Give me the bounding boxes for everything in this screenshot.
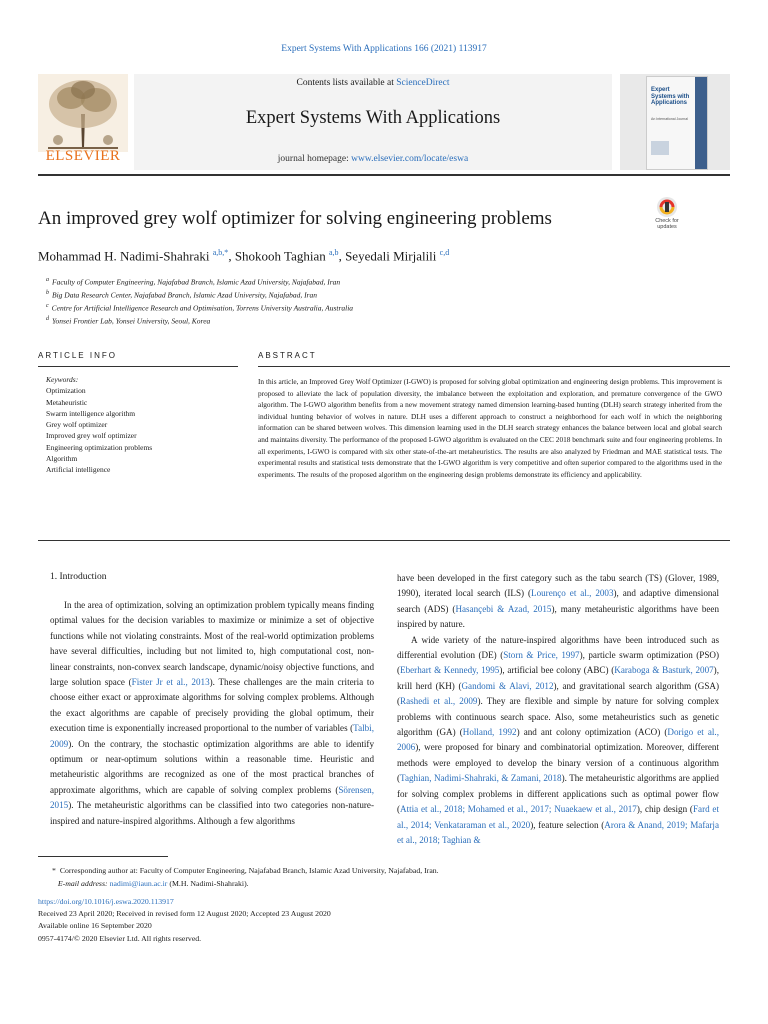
citation-link[interactable]: Hasançebi & Azad, 2015: [455, 603, 552, 614]
body-text: ). The metaheuristic algorithms are applied for solving complex problems in different applications such as optimal power flow (: [397, 773, 719, 815]
journal-reference-link[interactable]: Expert Systems With Applications 166 (2021) 113917: [281, 44, 487, 54]
keywords-list: [46, 374, 236, 476]
body-paragraph: [397, 633, 719, 849]
email-note: [52, 877, 732, 890]
affiliation-letter: a: [46, 277, 49, 283]
author-name[interactable]: Shokooh Taghian: [234, 248, 326, 264]
doi-link[interactable]: https://doi.org/10.1016/j.eswa.2020.113917: [38, 897, 174, 906]
check-updates-label: Check for updates: [655, 218, 679, 230]
author-affiliation-marker[interactable]: a,b: [329, 248, 339, 257]
body-column-left: [50, 598, 374, 829]
keyword-item: Algorithm: [46, 454, 78, 464]
body-text: ), particle swarm optimization (PSO) (: [397, 650, 719, 676]
body-text: ). They are flexible and simple by nature for solving complex problems with continuous search space. Also, some metaheuristics such as genetic algorithm (GA) (: [397, 696, 719, 738]
citation-link[interactable]: Attia et al., 2018; Mohamed et al., 2017; Nuaekaew et al., 2017: [400, 804, 637, 815]
body-text: ), were proposed for binary and combinatorial optimization. Moreover, different methods were employed to develop the binary version of a continuous algorithm (: [397, 742, 719, 784]
citation-link[interactable]: Arora & Anand, 2019; Mafarja et al., 2018; Taghian &: [397, 819, 719, 845]
abstract-text: In this article, an Improved Grey Wolf Optimizer (I-GWO) is proposed for solving global optimization and engineering design problems. This improvement is proposed to alleviate the lack of population diversity, the imbalance between the exploitation and exploration, and premature convergence of the GWO algorithm. The I-GWO algorithm benefits from a new movement strategy named dimension learning-based hunting (DLH) search strategy inherited from the individual hunting behavior of wolves in nature. DLH uses a different approach to construct a neighborhood for each wolf in which the neighboring information can be shared between wolves. This dimension learning used in the DLH search strategy enhances the balance between local and global search and maintains diversity. The performance of the proposed I-GWO algorithm is evaluated on the CEC 2018 benchmark suite and four engineering problems. In all experiments, I-GWO is compared with six other state-of-the-art metaheuristics. The results are also analyzed by Friedman and MAE statistical tests. The experimental results and statistical tests demonstrate that the I-GWO algorithm is very competitive and often superior compared to the algorithms used in the experiments. The results of the proposed algorithm on the engineering design problems demonstrate its efficiency and applicability.: [258, 377, 722, 479]
journal-header: [38, 66, 730, 172]
header-divider: [38, 174, 730, 176]
keyword-item: Optimization: [46, 386, 86, 396]
body-text: ), many metaheuristic algorithms have been inspired by nature.: [397, 603, 719, 630]
journal-banner: [134, 74, 612, 170]
footnote-text: Corresponding author at: Faculty of Computer Engineering, Najafabad Branch, Islamic Azad University, Najafabad, Iran.: [59, 866, 439, 875]
section-heading-introduction: 1. Introduction: [50, 572, 107, 582]
body-paragraph: [50, 598, 374, 829]
affiliation-letter: d: [46, 316, 49, 322]
article-info-divider: [38, 366, 238, 367]
body-text: ), artificial bee colony (ABC) (: [499, 665, 615, 676]
affiliation-item: [46, 275, 726, 288]
paper-title: An improved grey wolf optimizer for solving engineering problems: [38, 208, 552, 229]
citation-link[interactable]: Talbi, 2009: [50, 723, 374, 749]
affiliation-text: Centre for Artificial Intelligence Research and Optimisation, Torrens University Australia, Australia: [51, 303, 354, 313]
journal-title: Expert Systems With Applications: [245, 108, 501, 128]
contents-line: [134, 78, 612, 88]
author-affiliation-marker[interactable]: a,b,*: [212, 248, 229, 257]
body-paragraph: [397, 571, 719, 633]
affiliation-item: [46, 314, 726, 327]
keyword-item: Artificial intelligence: [46, 465, 111, 475]
body-text: ). The metaheuristic algorithms can be classified into two categories non-nature-inspired and nature-inspired algorithms. Although a few algorithms: [50, 800, 374, 826]
cover-stripe: [695, 77, 707, 169]
keyword-item: Swarm intelligence algorithm: [46, 408, 136, 418]
body-text: have been developed in the first category such as the tabu search (TS) (Glover, 1989, 1990), iterated local search (ILS) (: [397, 573, 719, 599]
body-text: ) and ant colony optimization (ACO) (: [516, 727, 668, 738]
cover-graphic: [651, 141, 669, 155]
body-text: ), chip design (: [636, 804, 693, 815]
body-text: ), krill herd (KH) (: [397, 665, 719, 691]
author-name[interactable]: Seyedali Mirjalili: [345, 248, 437, 264]
citation-link[interactable]: Sörensen, 2015: [50, 784, 374, 811]
affiliation-item: [46, 301, 726, 314]
affiliation-text: Yonsei Frontier Lab, Yonsei University, Seoul, Korea: [52, 316, 211, 326]
email-suffix: (M.H. Nadimi-Shahraki).: [169, 879, 249, 888]
received-dates: Received 23 April 2020; Received in revised form 12 August 2020; Accepted 23 August 2020: [38, 909, 331, 919]
cover-page: [646, 76, 708, 170]
contents-prefix: Contents lists available at: [296, 78, 397, 88]
citation-link[interactable]: Holland, 1992: [462, 727, 517, 738]
body-text: In the area of optimization, solving an optimization problem typically means finding optimal values for the decision variables to maximize or minimize a set of objective functions while not violating constraints. Most of the real-world optimization problems have several difficulties, including but not limited to, high computational cost, non-linear constraints, non-convex search landscape, dynamic/noisy objective functions, and large solution space (: [50, 600, 374, 688]
article-info-heading: ARTICLE INFO: [38, 351, 117, 360]
abstract-heading: ABSTRACT: [258, 351, 317, 360]
footnote-divider: [38, 856, 168, 857]
keyword-item: Engineering optimization problems: [46, 442, 153, 452]
body-text: ), and adaptive dimensional search (ADS) (: [397, 588, 719, 614]
abstract-divider: [258, 366, 730, 367]
author-name[interactable]: Mohammad H. Nadimi-Shahraki: [38, 248, 210, 264]
citation-link[interactable]: Fard et al., 2014; Venkataraman et al., 2020: [397, 804, 719, 830]
email-link[interactable]: nadimi@iaun.ac.ir: [109, 879, 168, 888]
body-text: ), and gravitational search algorithm (GSA) (: [397, 680, 719, 707]
affiliation-text: Faculty of Computer Engineering, Najafabad Branch, Islamic Azad University, Najafabad, Iran: [52, 277, 341, 287]
body-text: ). On the contrary, the stochastic optimization algorithms are able to identify optimum or near-optimum solutions within a reasonable time. Heuristic and metaheuristic algorithms are recognized as one of the most practical branches of approximate algorithms, which are capable of solving complex problems (: [50, 738, 374, 795]
affiliation-item: [46, 288, 726, 301]
citation-link[interactable]: Storn & Price, 1997: [503, 650, 580, 661]
check-updates-icon: [646, 196, 688, 220]
copyright-notice: 0957-4174/© 2020 Elsevier Ltd. All rights reserved.: [38, 933, 202, 943]
body-text: ), feature selection (: [530, 819, 605, 830]
email-label: E-mail address:: [57, 879, 108, 888]
citation-link[interactable]: Dorigo et al., 2006: [397, 727, 719, 753]
citation-link[interactable]: Fister Jr et al., 2013: [131, 677, 210, 688]
affiliation-letter: b: [46, 290, 49, 296]
publisher-name: ELSEVIER: [45, 148, 121, 164]
citation-link[interactable]: Rashedi et al., 2009: [400, 696, 478, 707]
keywords-label: Keywords:: [46, 375, 79, 384]
abstract-bottom-divider: [38, 540, 730, 541]
footnote-marker: *: [52, 866, 56, 875]
citation-link[interactable]: Taghian, Nadimi-Shahraki, & Zamani, 2018: [400, 773, 562, 784]
keyword-item: Metaheuristic: [46, 397, 88, 407]
journal-cover-image: [620, 74, 730, 170]
sciencedirect-link[interactable]: ScienceDirect: [396, 78, 450, 88]
body-column-right: [397, 571, 719, 848]
corresponding-author-note: [52, 864, 732, 877]
body-text: A wide variety of the nature-inspired algorithms have been introduced such as differential evolution (DE) (: [397, 634, 719, 661]
homepage-label: journal homepage:: [277, 154, 352, 164]
citation-link[interactable]: Lourenço et al., 2003: [531, 588, 614, 599]
check-for-updates-button[interactable]: [646, 196, 688, 242]
author-affiliation-marker[interactable]: c,d: [439, 248, 450, 257]
publication-info: [38, 896, 638, 945]
affiliation-letter: c: [46, 303, 49, 309]
citation-link[interactable]: Gandomi & Alavi, 2012: [461, 680, 554, 691]
keyword-item: Improved grey wolf optimizer: [46, 431, 137, 441]
citation-link[interactable]: Karaboga & Basturk, 2007: [614, 665, 714, 676]
cover-title: Expert Systems with Applications: [651, 87, 690, 106]
affiliation-list: [46, 275, 726, 327]
homepage-line: [134, 154, 612, 164]
homepage-link[interactable]: www.elsevier.com/locate/eswa: [351, 154, 469, 164]
keyword-item: Grey wolf optimizer: [46, 420, 108, 430]
citation-link[interactable]: Eberhart & Kennedy, 1995: [400, 665, 500, 676]
footnotes: [52, 864, 732, 890]
author-list: Mohammad H. Nadimi-Shahraki $^{a,b,*}$, Shokooh Taghian $^{a,b}$, Seyedali Mirjalili $^{c,d}$: [38, 248, 450, 264]
available-online-date: Available online 16 September 2020: [38, 921, 152, 931]
affiliation-text: Big Data Research Center, Najafabad Branch, Islamic Azad University, Najafabad, Iran: [52, 290, 317, 300]
body-text: ). These challenges are the main criteria to choose either exact or approximate algorithms for solving complex problems. Although the exact algorithms are capable of precisely providing the global optimum, their execution time is exponentially increased proportional to the number of variables (: [50, 677, 374, 734]
cover-subtitle: An International Journal: [651, 117, 688, 121]
